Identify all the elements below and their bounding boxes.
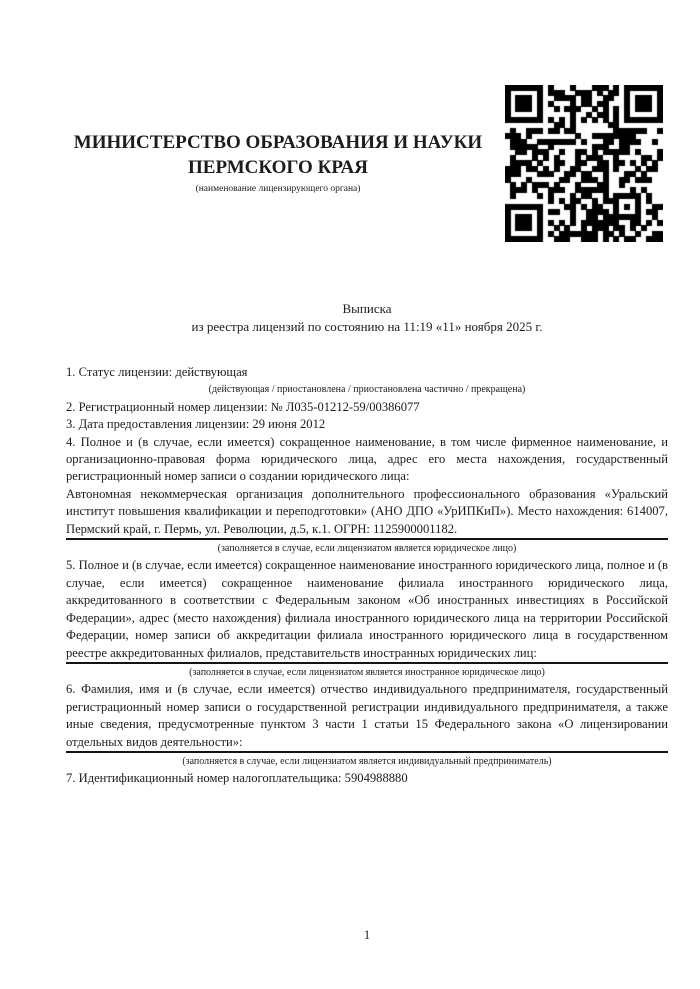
ministry-name-line2: ПЕРМСКОГО КРАЯ bbox=[188, 157, 368, 178]
registration-number: 2. Регистрационный номер лицензии: № Л035-01212-59/00386077 bbox=[66, 399, 420, 414]
individual-entrepreneur-label: 6. Фамилия, имя и (в случае, если имеется) отчество индивидуального предпринимателя, государственный регистрационный номер записи о государственной регистрации индивидуального предпринимателя, а также иные сведения, предусмотренные пунктом 3 части 1 статьи 15 Федерального закона «О лицензировании отдельных видов деятельности»: bbox=[66, 682, 668, 749]
license-grant-date: 3. Дата предоставления лицензии: 29 июня 2012 bbox=[66, 417, 326, 432]
qr-code-icon bbox=[505, 85, 663, 242]
document-title-line1: Выписка bbox=[342, 301, 392, 316]
authority-caption: (наименование лицензирующего органа) bbox=[195, 184, 361, 194]
legal-entity-value: Автономная некоммерческая организация дополнительного профессионального образования «Уральский институт повышения квалификации и переподготовки» (АНО ДПО «УрИПКиП»). Место нахождения: 614007, Пермский край, г. Пермь, ул. Революции, д.5, к.1. ОГРН: 1125900001182. bbox=[66, 486, 668, 536]
page-number: 1 bbox=[363, 928, 371, 942]
individual-entrepreneur-caption: (заполняется в случае, если лицензиатом является индивидуальный предприниматель) bbox=[182, 755, 552, 767]
license-status-options-caption: (действующая / приостановлена / приостановлена частично / прекращена) bbox=[208, 384, 526, 396]
legal-entity-caption: (заполняется в случае, если лицензиатом является юридическое лицо) bbox=[217, 543, 517, 555]
license-status: 1. Статус лицензии: действующая bbox=[66, 365, 248, 379]
document-title-line2: из реестра лицензий по состоянию на 11:19 «11» ноября 2025 г. bbox=[191, 319, 543, 334]
document-title bbox=[66, 300, 668, 336]
legal-entity-label: 4. Полное и (в случае, если имеется) сокращенное наименование, в том числе фирменное наименование, и организационно-правовая форма юридического лица, адрес его места нахождения, государственный регистрационный номер записи о создании юридического лица: bbox=[66, 434, 668, 484]
licensing-authority-header bbox=[66, 130, 490, 196]
document-body bbox=[66, 364, 668, 788]
foreign-entity-caption: (заполняется в случае, если лицензиатом является иностранное юридическое лицо) bbox=[189, 666, 545, 678]
foreign-entity-label: 5. Полное и (в случае, если имеется) сокращенное наименование иностранного юридического лица, полное и (в случае, если имеется) сокращенное наименование филиала иностранного юридического лица, аккредитованного в соответствии с Федеральным законом «Об иностранных инвестициях в Российской Федерации», адрес (место нахождения) филиала иностранного юридического лица на территории Российской Федерации, номер записи об аккредитации филиала иностранного юридического лица в государственном реестре аккредитованных филиалов, представительств иностранных юридических лиц: bbox=[66, 558, 668, 660]
taxpayer-id: 7. Идентификационный номер налогоплательщика: 5904988880 bbox=[66, 771, 408, 786]
ministry-name-line1: МИНИСТЕРСТВО ОБРАЗОВАНИЯ И НАУКИ bbox=[73, 132, 483, 153]
